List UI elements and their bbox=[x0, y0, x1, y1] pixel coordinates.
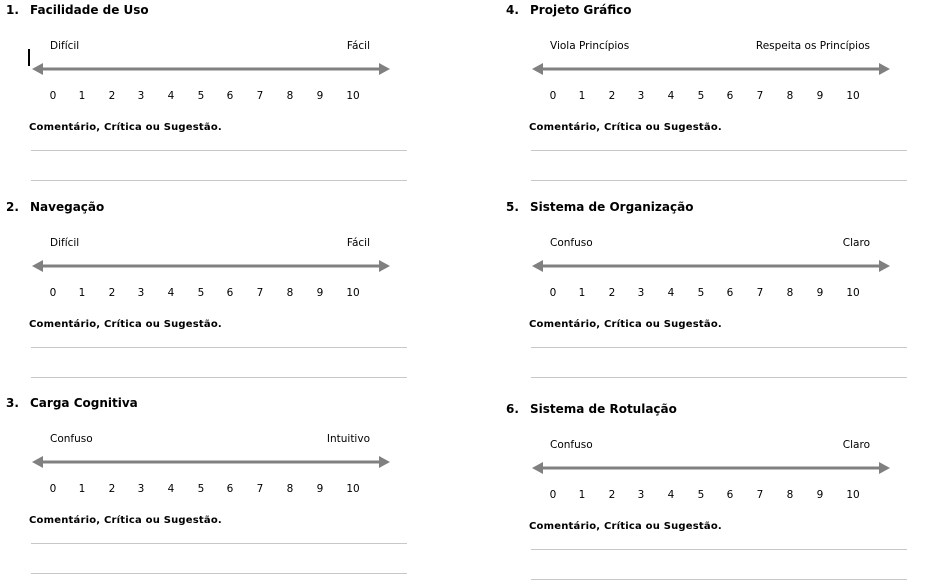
scale-max-label: Claro bbox=[842, 237, 870, 249]
scale-number-4[interactable]: 4 bbox=[667, 489, 675, 501]
scale-number-6[interactable]: 6 bbox=[226, 287, 234, 299]
comment-label: Comentário, Crítica ou Sugestão. bbox=[529, 122, 722, 133]
scale-number-9[interactable]: 9 bbox=[816, 287, 824, 299]
scale-number-8[interactable]: 8 bbox=[286, 483, 294, 495]
scale-number-9[interactable]: 9 bbox=[816, 489, 824, 501]
question-title bbox=[6, 3, 149, 17]
comment-label: Comentário, Crítica ou Sugestão. bbox=[29, 319, 222, 330]
scale-arrow bbox=[532, 259, 890, 273]
question-section bbox=[6, 3, 406, 183]
comment-line-2[interactable] bbox=[531, 579, 907, 580]
scale-number-1[interactable]: 1 bbox=[578, 489, 586, 501]
question-title-text: Projeto Gráfico bbox=[530, 3, 632, 17]
scale-number-3[interactable]: 3 bbox=[637, 489, 645, 501]
scale-number-6[interactable]: 6 bbox=[226, 90, 234, 102]
question-title bbox=[506, 200, 693, 214]
question-number: 1. bbox=[6, 3, 19, 17]
scale-number-9[interactable]: 9 bbox=[816, 90, 824, 102]
scale-number-5[interactable]: 5 bbox=[197, 483, 205, 495]
scale-number-7[interactable]: 7 bbox=[256, 483, 264, 495]
scale-number-8[interactable]: 8 bbox=[286, 287, 294, 299]
question-section bbox=[506, 3, 906, 183]
scale-number-1[interactable]: 1 bbox=[78, 287, 86, 299]
scale-arrow bbox=[532, 461, 890, 475]
comment-label: Comentário, Crítica ou Sugestão. bbox=[29, 122, 222, 133]
scale-number-8[interactable]: 8 bbox=[786, 287, 794, 299]
scale-number-7[interactable]: 7 bbox=[756, 287, 764, 299]
scale-number-10[interactable]: 10 bbox=[846, 287, 860, 299]
scale-number-9[interactable]: 9 bbox=[316, 483, 324, 495]
scale-number-3[interactable]: 3 bbox=[137, 287, 145, 299]
scale-number-3[interactable]: 3 bbox=[137, 90, 145, 102]
comment-label: Comentário, Crítica ou Sugestão. bbox=[529, 521, 722, 532]
question-number: 5. bbox=[506, 200, 519, 214]
comment-line-1[interactable] bbox=[531, 150, 907, 151]
scale-number-10[interactable]: 10 bbox=[346, 90, 360, 102]
scale-number-2[interactable]: 2 bbox=[608, 90, 616, 102]
scale-number-1[interactable]: 1 bbox=[578, 90, 586, 102]
question-title-text: Sistema de Organização bbox=[530, 200, 694, 214]
comment-line-1[interactable] bbox=[531, 549, 907, 550]
scale-number-4[interactable]: 4 bbox=[167, 483, 175, 495]
scale-number-4[interactable]: 4 bbox=[167, 287, 175, 299]
scale-number-3[interactable]: 3 bbox=[637, 287, 645, 299]
text-cursor bbox=[28, 49, 30, 66]
scale-number-3[interactable]: 3 bbox=[637, 90, 645, 102]
scale-number-1[interactable]: 1 bbox=[578, 287, 586, 299]
scale-number-7[interactable]: 7 bbox=[756, 489, 764, 501]
scale-max-label: Respeita os Princípios bbox=[755, 40, 870, 52]
scale-number-8[interactable]: 8 bbox=[786, 489, 794, 501]
scale-number-8[interactable]: 8 bbox=[786, 90, 794, 102]
question-section bbox=[6, 396, 406, 576]
comment-line-1[interactable] bbox=[531, 347, 907, 348]
scale-number-10[interactable]: 10 bbox=[346, 287, 360, 299]
scale-number-0[interactable]: 0 bbox=[49, 483, 57, 495]
scale-number-6[interactable]: 6 bbox=[726, 287, 734, 299]
scale-number-2[interactable]: 2 bbox=[608, 287, 616, 299]
scale-number-2[interactable]: 2 bbox=[108, 483, 116, 495]
comment-line-1[interactable] bbox=[31, 150, 407, 151]
comment-line-2[interactable] bbox=[31, 573, 407, 574]
scale-number-10[interactable]: 10 bbox=[346, 483, 360, 495]
scale-number-8[interactable]: 8 bbox=[286, 90, 294, 102]
question-section bbox=[6, 200, 406, 380]
scale-number-4[interactable]: 4 bbox=[667, 287, 675, 299]
scale-number-1[interactable]: 1 bbox=[78, 90, 86, 102]
scale-number-0[interactable]: 0 bbox=[549, 287, 557, 299]
scale-number-0[interactable]: 0 bbox=[49, 90, 57, 102]
comment-line-1[interactable] bbox=[31, 347, 407, 348]
question-title bbox=[506, 402, 677, 416]
comment-line-1[interactable] bbox=[31, 543, 407, 544]
question-title-text: Navegação bbox=[30, 200, 105, 214]
scale-min-label: Viola Princípios bbox=[550, 40, 630, 52]
scale-number-4[interactable]: 4 bbox=[667, 90, 675, 102]
comment-line-2[interactable] bbox=[531, 377, 907, 378]
scale-min-label: Difícil bbox=[50, 40, 80, 52]
question-number: 4. bbox=[506, 3, 519, 17]
scale-min-label: Confuso bbox=[50, 433, 93, 445]
question-section bbox=[506, 402, 906, 582]
question-section bbox=[506, 200, 906, 380]
scale-number-0[interactable]: 0 bbox=[49, 287, 57, 299]
scale-arrow bbox=[532, 62, 890, 76]
scale-number-5[interactable]: 5 bbox=[697, 489, 705, 501]
comment-label: Comentário, Crítica ou Sugestão. bbox=[529, 319, 722, 330]
question-title-text: Carga Cognitiva bbox=[30, 396, 138, 410]
scale-number-5[interactable]: 5 bbox=[697, 90, 705, 102]
scale-min-label: Confuso bbox=[550, 439, 593, 451]
scale-number-3[interactable]: 3 bbox=[137, 483, 145, 495]
scale-number-5[interactable]: 5 bbox=[197, 90, 205, 102]
scale-number-7[interactable]: 7 bbox=[256, 90, 264, 102]
scale-number-9[interactable]: 9 bbox=[316, 90, 324, 102]
comment-line-2[interactable] bbox=[31, 180, 407, 181]
scale-arrow bbox=[32, 259, 390, 273]
scale-min-label: Difícil bbox=[50, 237, 80, 249]
scale-number-7[interactable]: 7 bbox=[256, 287, 264, 299]
scale-number-2[interactable]: 2 bbox=[608, 489, 616, 501]
scale-number-9[interactable]: 9 bbox=[316, 287, 324, 299]
scale-number-5[interactable]: 5 bbox=[697, 287, 705, 299]
question-title-text: Sistema de Rotulação bbox=[530, 402, 677, 416]
scale-number-0[interactable]: 0 bbox=[549, 90, 557, 102]
scale-number-10[interactable]: 10 bbox=[846, 489, 860, 501]
question-title bbox=[6, 200, 104, 214]
scale-max-label: Intuitivo bbox=[326, 433, 370, 445]
scale-max-label: Fácil bbox=[346, 40, 370, 52]
scale-number-6[interactable]: 6 bbox=[726, 489, 734, 501]
question-number: 3. bbox=[6, 396, 19, 410]
question-title-text: Facilidade de Uso bbox=[30, 3, 149, 17]
scale-number-1[interactable]: 1 bbox=[78, 483, 86, 495]
scale-number-7[interactable]: 7 bbox=[756, 90, 764, 102]
scale-min-label: Confuso bbox=[550, 237, 593, 249]
question-number: 6. bbox=[506, 402, 519, 416]
scale-number-6[interactable]: 6 bbox=[226, 483, 234, 495]
scale-arrow bbox=[32, 62, 390, 76]
question-title bbox=[6, 396, 138, 410]
scale-number-0[interactable]: 0 bbox=[549, 489, 557, 501]
scale-arrow bbox=[32, 455, 390, 469]
scale-number-6[interactable]: 6 bbox=[726, 90, 734, 102]
scale-number-10[interactable]: 10 bbox=[846, 90, 860, 102]
scale-number-2[interactable]: 2 bbox=[108, 90, 116, 102]
question-number: 2. bbox=[6, 200, 19, 214]
scale-number-2[interactable]: 2 bbox=[108, 287, 116, 299]
scale-number-5[interactable]: 5 bbox=[197, 287, 205, 299]
scale-max-label: Fácil bbox=[346, 237, 370, 249]
scale-number-4[interactable]: 4 bbox=[167, 90, 175, 102]
question-title bbox=[506, 3, 631, 17]
scale-max-label: Claro bbox=[842, 439, 870, 451]
comment-line-2[interactable] bbox=[31, 377, 407, 378]
comment-line-2[interactable] bbox=[531, 180, 907, 181]
comment-label: Comentário, Crítica ou Sugestão. bbox=[29, 515, 222, 526]
